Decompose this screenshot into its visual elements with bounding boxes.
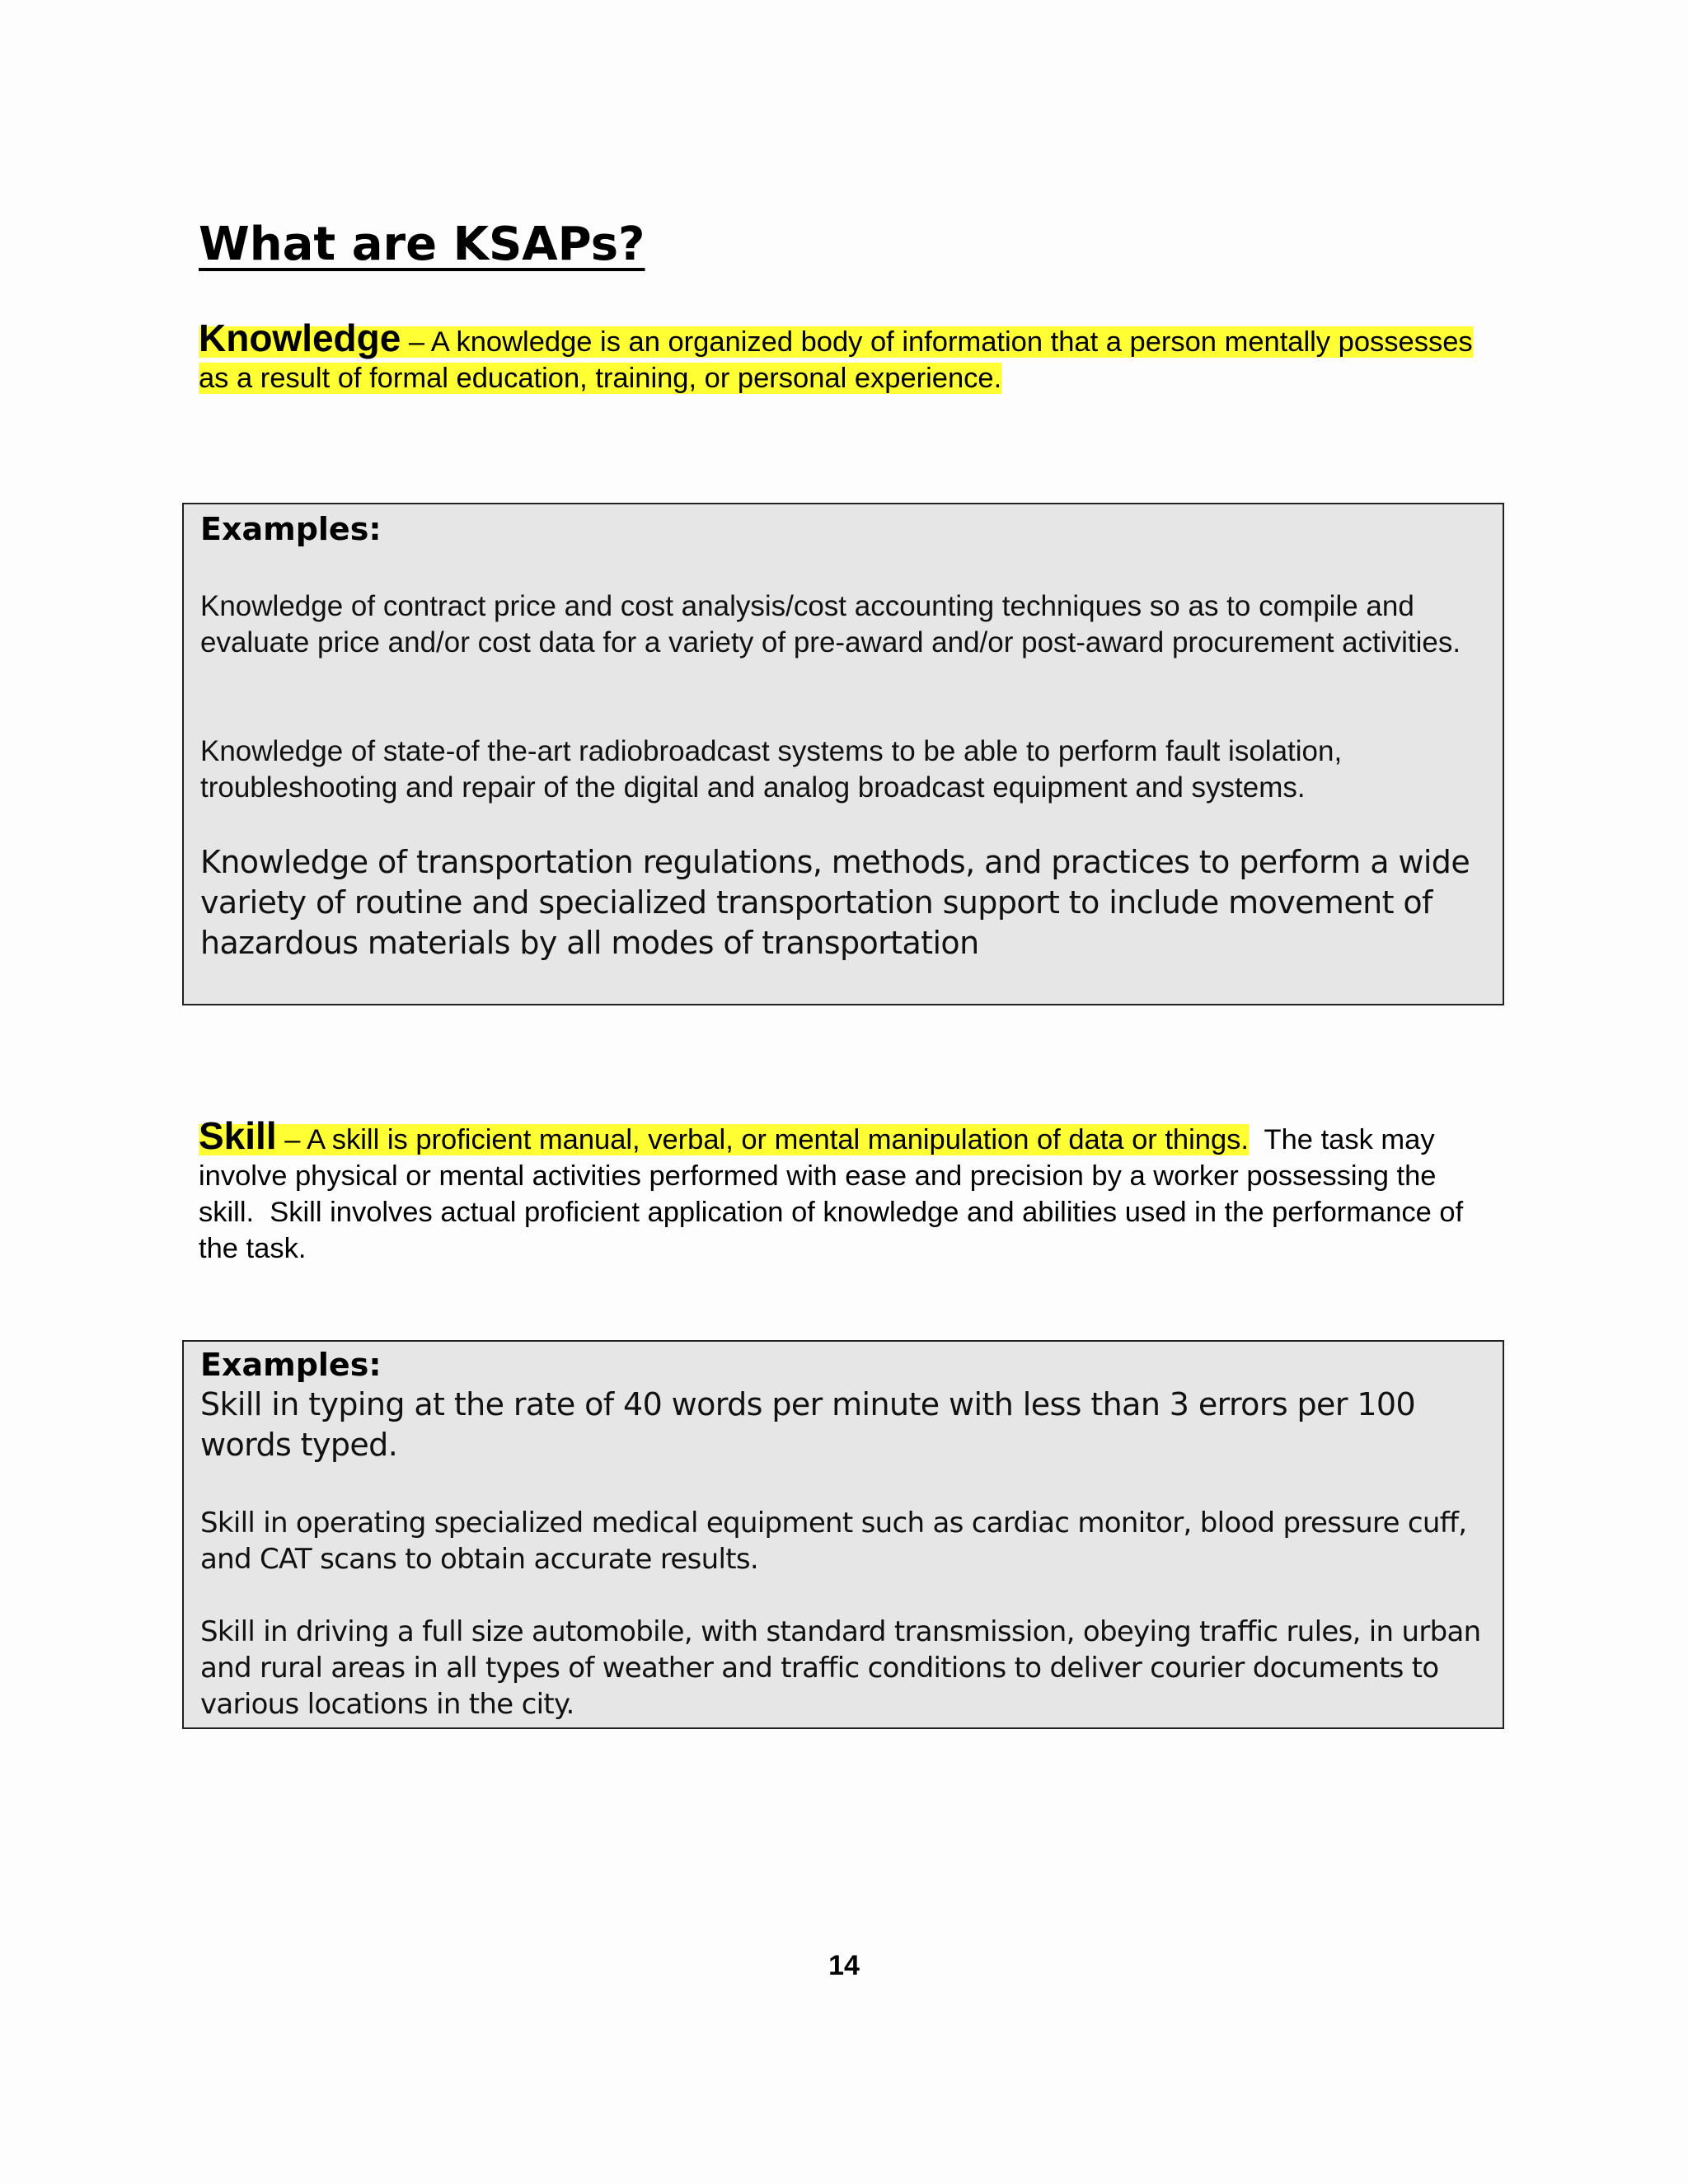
knowledge-highlight	[199, 316, 1473, 394]
skill-definition-text: – A skill is proficient manual, verbal, or mental manipulation of data or things.	[276, 1124, 1249, 1155]
knowledge-example-item: Knowledge of contract price and cost analysis/cost accounting techniques so as to compile and evaluate price and/or cost data for a variety of pre-award and/or post-award procurement activities.	[200, 590, 1461, 658]
skill-example-item: Skill in typing at the rate of 40 words per minute with less than 3 errors per 100 words typed.	[200, 1386, 1416, 1463]
knowledge-definition-text: – A knowledge is an organized body of information that a person mentally possesses as a result of formal education, training, or personal experience.	[199, 326, 1473, 394]
skill-definition	[199, 1114, 1484, 1267]
knowledge-example-item: Knowledge of state-of the-art radiobroadcast systems to be able to perform fault isolation, troubleshooting and repair of the digital and analog broadcast equipment and systems.	[200, 735, 1343, 804]
knowledge-definition	[199, 316, 1484, 396]
skill-examples-box	[182, 1340, 1504, 1729]
skill-term: Skill	[199, 1114, 277, 1157]
skill-example-item: Skill in driving a full size automobile, with standard transmission, obeying traffic rules, in urban and rural areas in all types of weather and traffic conditions to deliver courier documents to various locations in the city.	[200, 1615, 1481, 1721]
knowledge-examples-box	[182, 503, 1504, 1005]
page-number: 14	[828, 1950, 860, 1981]
skill-examples-heading: Examples:	[200, 1347, 382, 1383]
skill-highlight	[199, 1114, 1249, 1157]
knowledge-example-item: Knowledge of transportation regulations, methods, and practices to perform a wide variety of routine and specialized transportation support to include movement of hazardous materials by all modes of transportation	[200, 844, 1470, 961]
page-title: What are KSAPs?	[199, 218, 645, 271]
knowledge-examples-heading: Examples:	[200, 511, 382, 547]
skill-example-item: Skill in operating specialized medical equipment such as cardiac monitor, blood pressure cuff, and CAT scans to obtain accurate results.	[200, 1507, 1467, 1576]
skill-definition-rest: The task may involve physical or mental activities performed with ease and precision by a worker possessing the skill. Skill involves actual proficient application of knowledge and abilities used in the performance of the task.	[199, 1124, 1471, 1264]
knowledge-term: Knowledge	[199, 316, 401, 359]
